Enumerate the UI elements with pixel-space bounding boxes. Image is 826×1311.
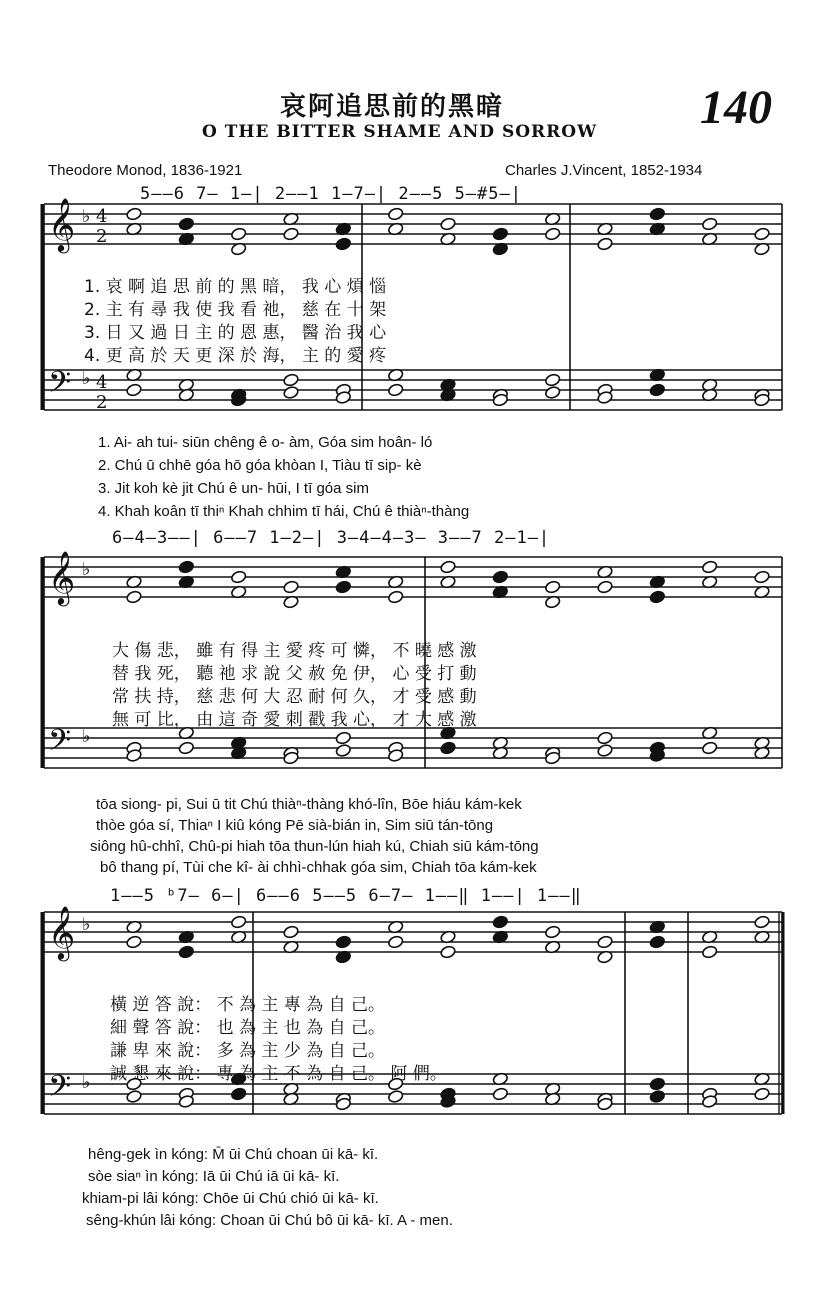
note-head bbox=[387, 1089, 404, 1103]
verse-romanized-line: 2. Chú ū chhē góa hō góa khòan I, Tiàu tī sip- kè bbox=[98, 457, 422, 474]
note-head bbox=[440, 741, 457, 755]
note-head bbox=[230, 570, 247, 584]
note-head bbox=[492, 1087, 509, 1101]
note-head bbox=[649, 207, 666, 221]
verse-zh-line: 2. 主 有 尋 我 使 我 看 祂， 慈 在 十 架 bbox=[84, 300, 387, 320]
note-head bbox=[440, 560, 457, 574]
verse-zh-line: 替 我 死， 聽 祂 求 說 父 赦 免 伊， 心 受 打 動 bbox=[112, 664, 477, 684]
hymn-number: 140 bbox=[700, 81, 772, 134]
verse-zh-line: 細 聲 答 說： 也 為 主 也 為 自 己。 bbox=[110, 1018, 386, 1038]
note-head bbox=[230, 227, 247, 241]
note-head bbox=[230, 1087, 247, 1101]
verse-zh-line: 3. 日 又 過 日 主 的 恩 惠， 醫 治 我 心 bbox=[84, 323, 387, 343]
note-head bbox=[440, 945, 457, 959]
note-head bbox=[754, 227, 771, 241]
verse-romanized-line: 3. Jit koh kè jit Chú ê un- hūi, I tī góa sim bbox=[98, 480, 369, 497]
note-head bbox=[387, 935, 404, 949]
composer-credit: Charles J.Vincent, 1852-1934 bbox=[505, 162, 703, 179]
note-head bbox=[387, 207, 404, 221]
verse-zh-line: 大 傷 悲， 雖 有 得 主 愛 疼 可 憐， 不 曉 感 激 bbox=[112, 641, 477, 661]
verse-romanized-line: sêng-khún lâi kóng: Choan ūi Chú bô ūi kā- kī. A - men. bbox=[86, 1212, 453, 1229]
note-head bbox=[283, 580, 300, 594]
note-head bbox=[649, 1077, 666, 1091]
note-head bbox=[283, 373, 300, 387]
verse-romanized-line: thòe góa sí, Thiaⁿ I kiû kóng Pē sià-bián in, Sim siū tán-tōng bbox=[96, 817, 494, 834]
note-head bbox=[701, 217, 718, 231]
jianpu-line: 1——5 ᵇ7— 6—| 6——6 5——5 6—7— 1——‖ 1——| 1——‖ bbox=[110, 886, 582, 906]
note-head bbox=[126, 207, 143, 221]
time-signature: 4 bbox=[96, 372, 108, 393]
note-head bbox=[544, 385, 561, 399]
note-head bbox=[649, 1089, 666, 1103]
verse-zh-line: 謙 卑 來 說： 多 為 主 少 為 自 己。 bbox=[110, 1041, 386, 1061]
author-credit: Theodore Monod, 1836-1921 bbox=[48, 162, 243, 179]
verse-romanized-line: sòe siaⁿ ìn kóng: Iā ūi Chú iā ūi kā- kī. bbox=[88, 1168, 340, 1185]
note-head bbox=[597, 237, 614, 251]
note-head bbox=[597, 731, 614, 745]
verse-zh-line: 1. 哀 啊 追 思 前 的 黑 暗， 我 心 煩 惱 bbox=[84, 277, 387, 297]
note-head bbox=[492, 570, 509, 584]
hymn-title-en: O THE BITTER SHAME AND SORROW bbox=[202, 122, 598, 142]
note-head bbox=[283, 925, 300, 939]
verse-zh-line: 橫 逆 答 說： 不 為 主 專 為 自 己。 bbox=[110, 995, 386, 1015]
treble-clef-icon: 𝄞 bbox=[48, 905, 76, 959]
note-head bbox=[126, 383, 143, 397]
treble-clef-icon: 𝄞 bbox=[48, 197, 76, 251]
flat-icon: ♭ bbox=[82, 1072, 91, 1093]
note-head bbox=[492, 227, 509, 241]
note-head bbox=[701, 945, 718, 959]
note-head bbox=[544, 925, 561, 939]
note-head bbox=[754, 570, 771, 584]
flat-icon: ♭ bbox=[82, 726, 91, 747]
note-head bbox=[178, 741, 195, 755]
verse-zh-line: 無 可 比， 由 這 奇 愛 刺 戳 我 心， 才 大 感 激 bbox=[112, 710, 477, 730]
flat-icon: ♭ bbox=[82, 206, 91, 227]
note-head bbox=[178, 945, 195, 959]
note-head bbox=[597, 580, 614, 594]
bass-clef-icon: 𝄢 bbox=[48, 724, 72, 765]
note-head bbox=[335, 731, 352, 745]
note-head bbox=[335, 237, 352, 251]
jianpu-line: 5——6 7— 1—| 2——1 1—7—| 2——5 5—#5—| bbox=[140, 184, 522, 204]
note-head bbox=[597, 935, 614, 949]
note-head bbox=[754, 915, 771, 929]
note-head bbox=[126, 935, 143, 949]
time-signature: 2 bbox=[96, 392, 108, 413]
verse-romanized-line: khiam-pi lâi kóng: Chōe ūi Chú chió ūi kā- kī. bbox=[82, 1190, 379, 1207]
note-head bbox=[126, 590, 143, 604]
flat-icon: ♭ bbox=[82, 368, 91, 389]
jianpu-line: 6—4—3——| 6——7 1—2—| 3—4—4—3— 3——7 2—1—| bbox=[112, 528, 551, 548]
note-head bbox=[178, 217, 195, 231]
verse-zh-line: 誠 懇 來 說： 專 為 主 不 為 自 己。 阿 們。 bbox=[110, 1064, 447, 1084]
note-head bbox=[701, 560, 718, 574]
note-head bbox=[544, 580, 561, 594]
flat-icon: ♭ bbox=[82, 914, 91, 935]
note-head bbox=[387, 590, 404, 604]
verse-romanized-line: hêng-gek ìn kóng: M̄ ūi Chú choan ūi kā- kī. bbox=[88, 1146, 379, 1163]
verse-zh-line: 常 扶 持， 慈 悲 何 大 忍 耐 何 久， 才 受 感 動 bbox=[112, 687, 477, 707]
note-head bbox=[492, 915, 509, 929]
flat-icon: ♭ bbox=[82, 559, 91, 580]
verse-romanized-line: tōa siong- pi, Sui ū tit Chú thiàⁿ-thàng khó-lîn, Bōe hiáu kám-kek bbox=[96, 796, 522, 813]
note-head bbox=[649, 383, 666, 397]
note-head bbox=[335, 935, 352, 949]
note-head bbox=[440, 217, 457, 231]
note-head bbox=[649, 590, 666, 604]
note-head bbox=[649, 935, 666, 949]
note-head bbox=[283, 385, 300, 399]
note-head bbox=[701, 741, 718, 755]
note-head bbox=[544, 227, 561, 241]
note-head bbox=[544, 373, 561, 387]
note-head bbox=[230, 915, 247, 929]
verse-zh-line: 4. 更 高 於 天 更 深 於 海， 主 的 愛 疼 bbox=[84, 346, 387, 366]
verse-romanized-line: 1. Ai- ah tui- siūn chêng ê o- àm, Góa sim hoân- ló bbox=[98, 434, 433, 451]
note-head bbox=[283, 227, 300, 241]
note-head bbox=[335, 743, 352, 757]
note-head bbox=[387, 383, 404, 397]
note-head bbox=[178, 560, 195, 574]
bass-clef-icon: 𝄢 bbox=[48, 1070, 72, 1111]
note-head bbox=[126, 1089, 143, 1103]
note-head bbox=[754, 1087, 771, 1101]
verse-romanized-line: bô thang pí, Tùi che kî- ài chhì-chhak góa sim, Chiah tōa kám-kek bbox=[100, 859, 537, 876]
verse-romanized-line: 4. Khah koân tī thiⁿ Khah chhim tī hái, Chú ê thiàⁿ-thàng bbox=[98, 503, 470, 520]
note-head bbox=[335, 580, 352, 594]
time-signature: 2 bbox=[96, 226, 108, 247]
hymn-title-zh: 哀阿追思前的黑暗 bbox=[280, 92, 505, 122]
verse-romanized-line: siông hû-chhî, Chû-pi hiah tōa thun-lún hiah kú, Chiah siū kám-tōng bbox=[90, 838, 539, 855]
time-signature: 4 bbox=[96, 206, 108, 227]
note-head bbox=[597, 743, 614, 757]
bass-clef-icon: 𝄢 bbox=[48, 366, 72, 407]
treble-clef-icon: 𝄞 bbox=[48, 550, 76, 604]
